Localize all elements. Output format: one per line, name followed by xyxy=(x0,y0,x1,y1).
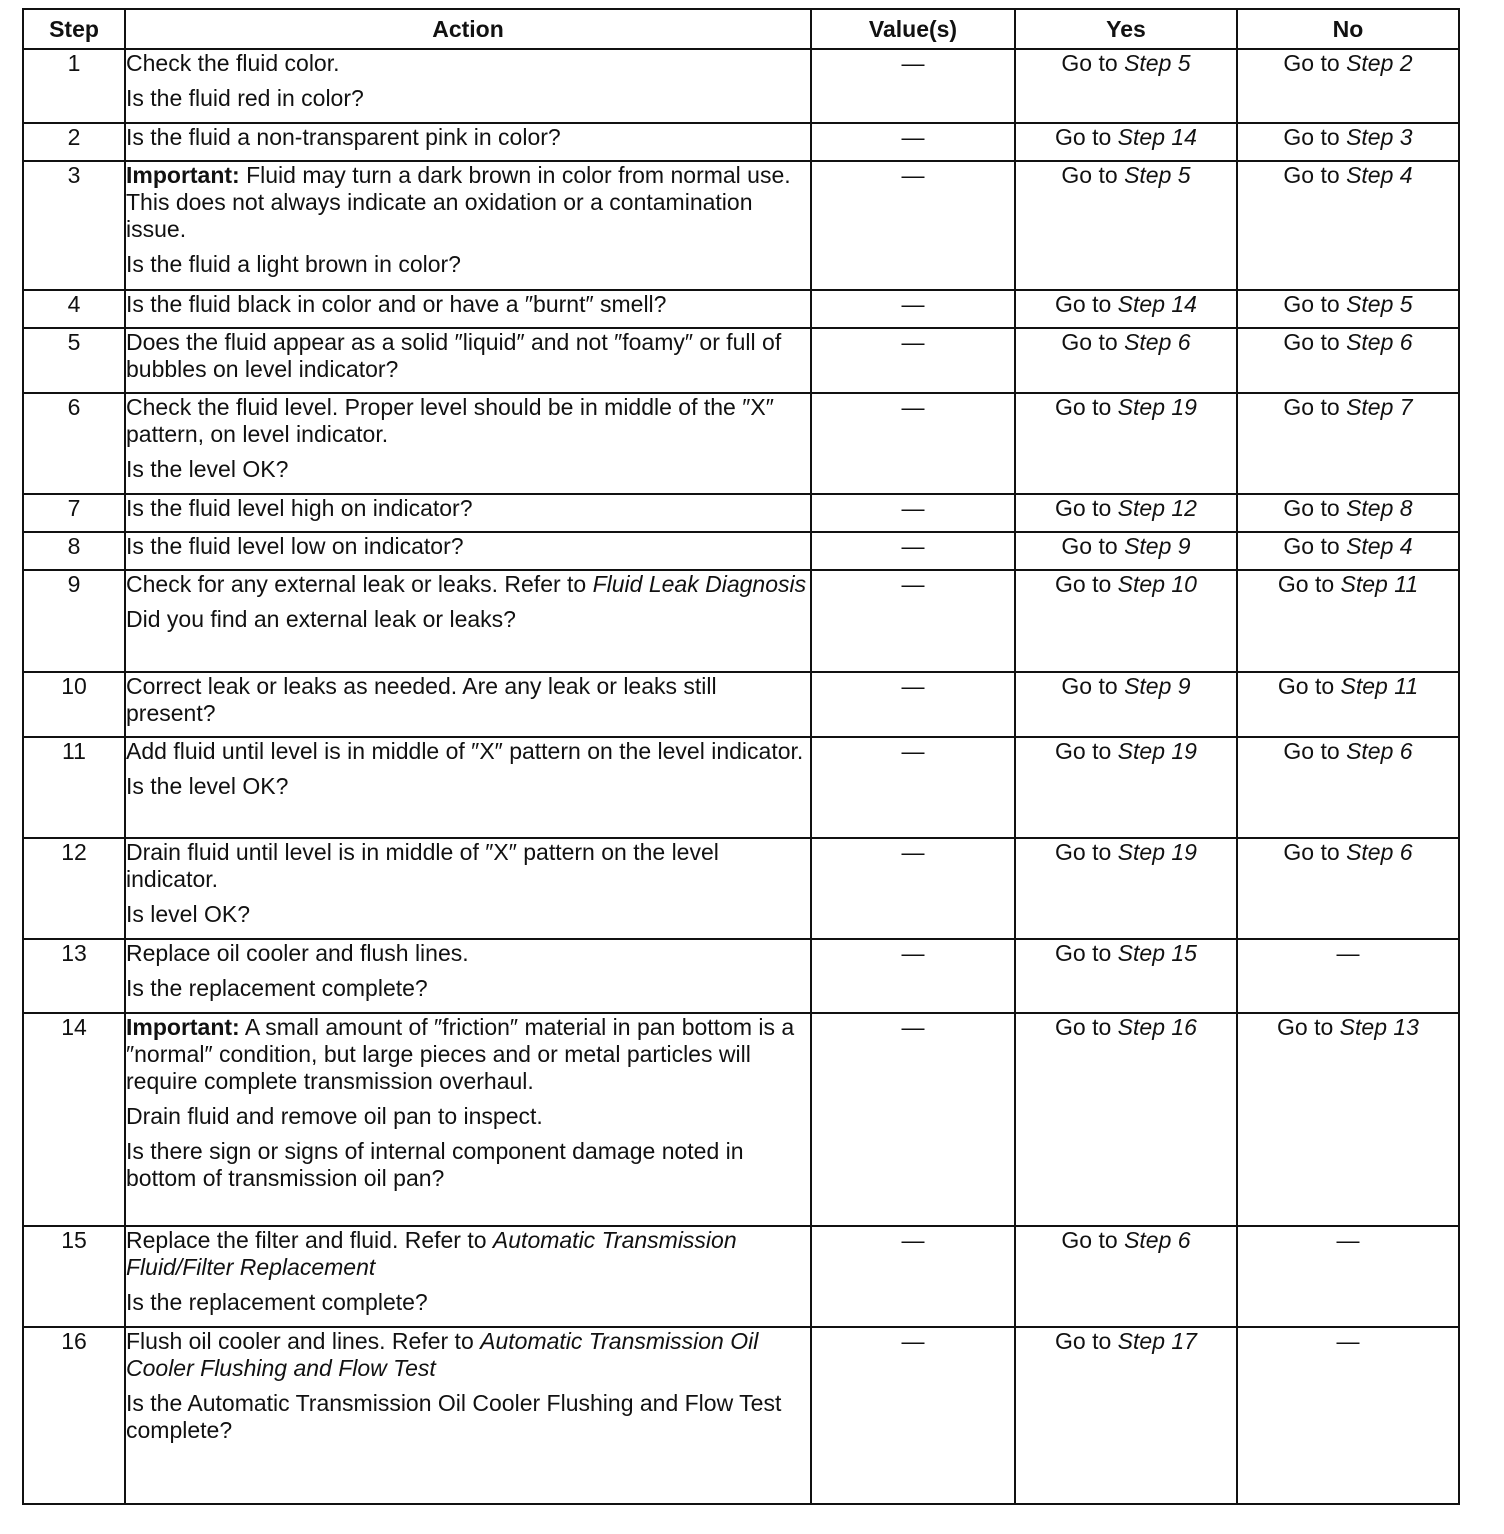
no-cell xyxy=(1237,49,1459,123)
action-text: Is the level OK? xyxy=(126,773,289,799)
action-text: Correct leak or leaks as needed. Are any leak or leaks still present? xyxy=(126,673,717,726)
step-number: 15 xyxy=(23,1226,125,1327)
action-cell xyxy=(125,328,811,393)
action-text: Fluid may turn a dark brown in color from normal use. This does not always indicate an oxidation or a contamination issue. xyxy=(126,162,791,242)
goto-prefix: Go to xyxy=(1283,738,1340,764)
step-number: 2 xyxy=(23,123,125,161)
action-paragraph xyxy=(126,456,810,483)
action-paragraph xyxy=(126,839,810,893)
value-cell: — xyxy=(811,290,1015,328)
value-cell: — xyxy=(811,123,1015,161)
action-text: Replace the filter and fluid. Refer to xyxy=(126,1227,493,1253)
value-cell: — xyxy=(811,939,1015,1013)
action-text: Is the Automatic Transmission Oil Cooler Flushing and Flow Test complete? xyxy=(126,1390,782,1443)
action-paragraph xyxy=(126,901,810,928)
goto-prefix: Go to xyxy=(1055,1328,1112,1354)
action-text: Is level OK? xyxy=(126,901,250,927)
table-row xyxy=(23,123,1459,161)
action-cell xyxy=(125,838,811,939)
value-cell: — xyxy=(811,838,1015,939)
no-cell: — xyxy=(1237,1327,1459,1504)
yes-cell xyxy=(1015,672,1237,737)
action-paragraph xyxy=(126,773,810,800)
action-paragraph xyxy=(126,50,810,77)
yes-cell xyxy=(1015,838,1237,939)
procedure-reference: Automatic Transmission Oil Cooler Flushing and Flow Test xyxy=(126,1328,759,1381)
action-paragraph xyxy=(126,1328,810,1382)
table-row xyxy=(23,328,1459,393)
goto-prefix: Go to xyxy=(1055,394,1112,420)
yes-cell xyxy=(1015,532,1237,570)
goto-step-link[interactable]: Step 10 xyxy=(1117,571,1197,597)
step-number: 11 xyxy=(23,737,125,838)
step-number: 3 xyxy=(23,161,125,290)
value-cell: — xyxy=(811,532,1015,570)
goto-step-link[interactable]: Step 11 xyxy=(1340,673,1419,699)
goto-prefix: Go to xyxy=(1061,533,1118,559)
action-cell xyxy=(125,570,811,672)
goto-prefix: Go to xyxy=(1055,124,1112,150)
no-cell xyxy=(1237,838,1459,939)
header-values: Value(s) xyxy=(811,9,1015,49)
no-cell xyxy=(1237,1013,1459,1226)
diagnostic-table xyxy=(22,8,1460,1505)
action-paragraph xyxy=(126,394,810,448)
no-cell xyxy=(1237,328,1459,393)
action-text: Flush oil cooler and lines. Refer to xyxy=(126,1328,481,1354)
goto-step-link[interactable]: Step 2 xyxy=(1346,50,1413,76)
goto-prefix: Go to xyxy=(1055,839,1112,865)
no-cell xyxy=(1237,290,1459,328)
action-paragraph xyxy=(126,533,810,560)
value-cell: — xyxy=(811,328,1015,393)
no-cell xyxy=(1237,570,1459,672)
yes-cell xyxy=(1015,1226,1237,1327)
goto-prefix: Go to xyxy=(1055,571,1112,597)
no-cell xyxy=(1237,161,1459,290)
header-row xyxy=(23,9,1459,49)
no-cell: — xyxy=(1237,939,1459,1013)
goto-step-link[interactable]: Step 9 xyxy=(1124,533,1191,559)
action-text: A small amount of ″friction″ material in pan bottom is a ″normal″ condition, but large pieces and or metal particles will require complete transmission overhaul. xyxy=(126,1014,795,1094)
goto-prefix: Go to xyxy=(1283,124,1340,150)
no-cell: — xyxy=(1237,1226,1459,1327)
action-paragraph xyxy=(126,975,810,1002)
goto-prefix: Go to xyxy=(1283,50,1340,76)
no-cell xyxy=(1237,123,1459,161)
goto-prefix: Go to xyxy=(1055,738,1112,764)
table-row xyxy=(23,49,1459,123)
action-text: Is the fluid level low on indicator? xyxy=(126,533,464,559)
goto-step-link[interactable]: Step 6 xyxy=(1346,329,1413,355)
action-text: Check the fluid color. xyxy=(126,50,340,76)
value-cell: — xyxy=(811,672,1015,737)
action-paragraph xyxy=(126,85,810,112)
yes-cell xyxy=(1015,290,1237,328)
table-body xyxy=(23,49,1459,1504)
header-step: Step xyxy=(23,9,125,49)
value-cell: — xyxy=(811,1013,1015,1226)
action-paragraph xyxy=(126,1227,810,1281)
goto-prefix: Go to xyxy=(1277,673,1335,699)
step-number: 13 xyxy=(23,939,125,1013)
goto-step-link[interactable]: Step 7 xyxy=(1346,394,1413,420)
no-cell xyxy=(1237,393,1459,494)
action-text: Is the fluid a light brown in color? xyxy=(126,251,461,277)
goto-step-link[interactable]: Step 12 xyxy=(1117,495,1197,521)
goto-step-link[interactable]: Step 4 xyxy=(1346,533,1413,559)
table-row xyxy=(23,570,1459,672)
action-text: Add fluid until level is in middle of ″X″ pattern on the level indicator. xyxy=(126,738,804,764)
header-action: Action xyxy=(125,9,811,49)
action-paragraph xyxy=(126,606,810,633)
goto-step-link[interactable]: Step 16 xyxy=(1117,1014,1197,1040)
action-text: Is the fluid black in color and or have a ″burnt″ smell? xyxy=(126,291,667,317)
no-cell xyxy=(1237,672,1459,737)
action-text: Drain fluid and remove oil pan to inspect. xyxy=(126,1103,543,1129)
procedure-reference: Automatic Transmission Fluid/Filter Replacement xyxy=(126,1227,737,1280)
step-number: 14 xyxy=(23,1013,125,1226)
action-cell xyxy=(125,49,811,123)
action-paragraph xyxy=(126,124,810,151)
value-cell: — xyxy=(811,570,1015,672)
goto-prefix: Go to xyxy=(1061,329,1118,355)
step-number: 9 xyxy=(23,570,125,672)
action-text: Check for any external leak or leaks. Refer to xyxy=(126,571,593,597)
yes-cell xyxy=(1015,393,1237,494)
goto-step-link[interactable]: Step 6 xyxy=(1346,839,1413,865)
step-number: 5 xyxy=(23,328,125,393)
yes-cell xyxy=(1015,1327,1237,1504)
goto-step-link[interactable]: Step 4 xyxy=(1346,162,1413,188)
goto-step-link[interactable]: Step 6 xyxy=(1346,738,1413,764)
action-text: Is the replacement complete? xyxy=(126,1289,428,1315)
goto-prefix: Go to xyxy=(1283,533,1340,559)
goto-prefix: Go to xyxy=(1061,50,1118,76)
important-label: Important: xyxy=(126,162,240,188)
step-number: 10 xyxy=(23,672,125,737)
action-paragraph xyxy=(126,1103,810,1130)
step-number: 16 xyxy=(23,1327,125,1504)
goto-prefix: Go to xyxy=(1283,394,1340,420)
value-cell: — xyxy=(811,393,1015,494)
action-text: Did you find an external leak or leaks? xyxy=(126,606,516,632)
table-row xyxy=(23,737,1459,838)
header-no: No xyxy=(1237,9,1459,49)
action-paragraph xyxy=(126,162,810,243)
no-cell xyxy=(1237,532,1459,570)
step-number: 1 xyxy=(23,49,125,123)
goto-prefix: Go to xyxy=(1283,329,1340,355)
action-text: Is there sign or signs of internal component damage noted in bottom of transmission oil pan? xyxy=(126,1138,744,1191)
goto-step-link[interactable]: Step 19 xyxy=(1117,738,1197,764)
goto-step-link[interactable]: Step 8 xyxy=(1346,495,1413,521)
action-cell xyxy=(125,123,811,161)
header-yes: Yes xyxy=(1015,9,1237,49)
goto-step-link[interactable]: Step 3 xyxy=(1346,124,1413,150)
table-row xyxy=(23,532,1459,570)
table-row xyxy=(23,161,1459,290)
goto-step-link[interactable]: Step 6 xyxy=(1124,1227,1191,1253)
action-paragraph xyxy=(126,251,810,278)
table-row xyxy=(23,838,1459,939)
action-paragraph xyxy=(126,495,810,522)
goto-step-link[interactable]: Step 15 xyxy=(1117,940,1197,966)
step-number: 7 xyxy=(23,494,125,532)
action-cell xyxy=(125,737,811,838)
yes-cell xyxy=(1015,161,1237,290)
action-text: Is the fluid a non-transparent pink in color? xyxy=(126,124,561,150)
goto-prefix: Go to xyxy=(1283,839,1340,865)
value-cell: — xyxy=(811,494,1015,532)
yes-cell xyxy=(1015,49,1237,123)
action-text: Is the fluid red in color? xyxy=(126,85,364,111)
goto-prefix: Go to xyxy=(1283,495,1340,521)
goto-prefix: Go to xyxy=(1277,1014,1334,1040)
step-number: 4 xyxy=(23,290,125,328)
goto-prefix: Go to xyxy=(1061,1227,1118,1253)
table-row xyxy=(23,1226,1459,1327)
goto-step-link[interactable]: Step 14 xyxy=(1117,124,1197,150)
goto-prefix: Go to xyxy=(1277,571,1335,597)
action-cell xyxy=(125,161,811,290)
action-cell xyxy=(125,532,811,570)
no-cell xyxy=(1237,494,1459,532)
table-row xyxy=(23,939,1459,1013)
procedure-reference: Fluid Leak Diagnosis xyxy=(592,571,807,597)
action-paragraph xyxy=(126,738,810,765)
goto-step-link[interactable]: Step 6 xyxy=(1124,329,1191,355)
table-row xyxy=(23,672,1459,737)
action-paragraph xyxy=(126,1014,810,1095)
value-cell: — xyxy=(811,1327,1015,1504)
goto-prefix: Go to xyxy=(1061,673,1118,699)
goto-prefix: Go to xyxy=(1055,940,1112,966)
action-cell xyxy=(125,290,811,328)
action-cell xyxy=(125,672,811,737)
goto-step-link[interactable]: Step 19 xyxy=(1117,839,1197,865)
goto-prefix: Go to xyxy=(1283,162,1340,188)
step-number: 12 xyxy=(23,838,125,939)
action-paragraph xyxy=(126,1289,810,1316)
action-text: Is the replacement complete? xyxy=(126,975,428,1001)
goto-step-link[interactable]: Step 9 xyxy=(1124,673,1191,699)
action-text: Is the fluid level high on indicator? xyxy=(126,495,473,521)
action-paragraph xyxy=(126,1138,810,1192)
action-paragraph xyxy=(126,1390,810,1444)
goto-prefix: Go to xyxy=(1055,291,1112,317)
goto-prefix: Go to xyxy=(1055,1014,1112,1040)
action-cell xyxy=(125,1226,811,1327)
important-label: Important: xyxy=(126,1014,240,1040)
step-number: 6 xyxy=(23,393,125,494)
goto-step-link[interactable]: Step 13 xyxy=(1339,1014,1419,1040)
action-text: Is the level OK? xyxy=(126,456,289,482)
goto-prefix: Go to xyxy=(1061,162,1118,188)
table-row xyxy=(23,1013,1459,1226)
action-paragraph xyxy=(126,291,810,318)
action-cell xyxy=(125,1013,811,1226)
action-paragraph xyxy=(126,571,810,598)
goto-step-link[interactable]: Step 14 xyxy=(1117,291,1197,317)
goto-prefix: Go to xyxy=(1283,291,1340,317)
action-paragraph xyxy=(126,940,810,967)
action-cell xyxy=(125,393,811,494)
yes-cell xyxy=(1015,570,1237,672)
goto-step-link[interactable]: Step 11 xyxy=(1340,571,1419,597)
yes-cell xyxy=(1015,737,1237,838)
value-cell: — xyxy=(811,1226,1015,1327)
yes-cell xyxy=(1015,494,1237,532)
no-cell xyxy=(1237,737,1459,838)
step-number: 8 xyxy=(23,532,125,570)
table-row xyxy=(23,290,1459,328)
action-text: Drain fluid until level is in middle of ″X″ pattern on the level indicator. xyxy=(126,839,719,892)
value-cell: — xyxy=(811,737,1015,838)
value-cell: — xyxy=(811,49,1015,123)
yes-cell xyxy=(1015,939,1237,1013)
action-paragraph xyxy=(126,673,810,727)
goto-step-link[interactable]: Step 5 xyxy=(1346,291,1413,317)
goto-step-link[interactable]: Step 19 xyxy=(1117,394,1197,420)
table-row xyxy=(23,1327,1459,1504)
action-cell xyxy=(125,1327,811,1504)
yes-cell xyxy=(1015,123,1237,161)
yes-cell xyxy=(1015,328,1237,393)
action-cell xyxy=(125,939,811,1013)
goto-step-link[interactable]: Step 17 xyxy=(1117,1328,1197,1354)
goto-prefix: Go to xyxy=(1055,495,1112,521)
action-text: Replace oil cooler and flush lines. xyxy=(126,940,469,966)
goto-step-link[interactable]: Step 5 xyxy=(1124,50,1191,76)
action-paragraph xyxy=(126,329,810,383)
table-row xyxy=(23,494,1459,532)
action-cell xyxy=(125,494,811,532)
yes-cell xyxy=(1015,1013,1237,1226)
action-text: Check the fluid level. Proper level should be in middle of the ″X″ pattern, on level indicator. xyxy=(126,394,774,447)
value-cell: — xyxy=(811,161,1015,290)
action-text: Does the fluid appear as a solid ″liquid″ and not ″foamy″ or full of bubbles on level indicator? xyxy=(126,329,782,382)
goto-step-link[interactable]: Step 5 xyxy=(1124,162,1191,188)
table-row xyxy=(23,393,1459,494)
